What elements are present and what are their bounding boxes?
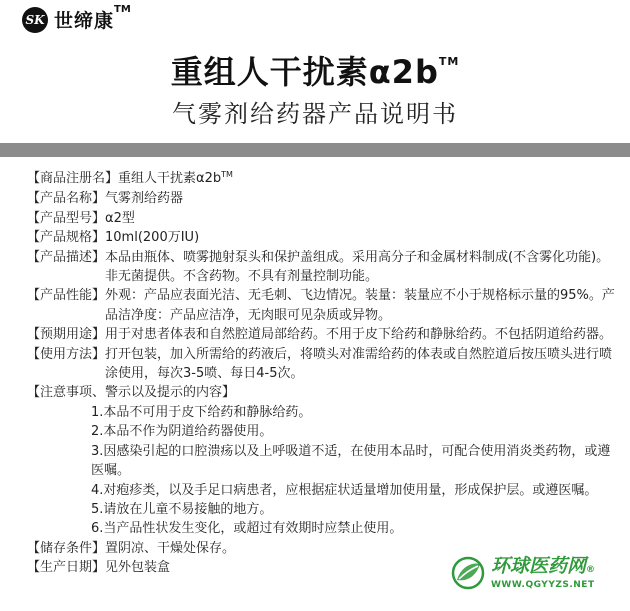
notice-list	[27, 403, 617, 539]
production-date-label: 【生产日期】	[27, 560, 106, 576]
usage-label: 【使用方法】	[27, 346, 106, 362]
registered-name-label: 【商品注册名】	[27, 171, 119, 186]
notice-item: 4.对疱疹类，以及手足口病患者，应根据症状适量增加使用量，形成保护层。或遵医嘱。	[91, 482, 598, 498]
watermark-url: WWW.QGYYZS.NET	[491, 579, 595, 590]
intended-use-row	[27, 325, 617, 344]
notice-item: 6.当产品性状发生变化，或超过有效期时应禁止使用。	[91, 521, 403, 537]
leaf-globe-icon	[449, 554, 487, 592]
page-title	[0, 47, 630, 93]
watermark-name: 环球医药网	[491, 554, 587, 577]
model-label: 【产品型号】	[27, 210, 106, 226]
intended-use-label: 【预期用途】	[27, 327, 106, 343]
storage-label: 【储存条件】	[27, 540, 106, 556]
registered-name-value	[118, 169, 617, 189]
registered-name-row	[27, 169, 617, 189]
notice-item: 2.本品不作为阴道给药器使用。	[91, 424, 273, 440]
model-value: α2型	[105, 210, 135, 226]
title-trademark: TM	[438, 55, 460, 69]
watermark-text	[491, 556, 595, 591]
model-row	[27, 209, 617, 228]
intended-use-value: 用于对患者体表和自然腔道局部给药。不用于皮下给药和静脉给药。不包括阴道给药器。	[105, 327, 613, 343]
brand-name: 世缔康	[54, 10, 115, 32]
performance-row	[27, 286, 617, 325]
brand-logo-icon: SK	[22, 7, 48, 33]
spec-row	[27, 228, 617, 247]
notice-item: 1.本品不可用于皮下给药和静脉给药。	[91, 404, 312, 420]
description-label: 【产品描述】	[27, 249, 106, 265]
production-date-value: 见外包装盒	[105, 560, 171, 576]
notice-item: 5.请放在儿童不易接触的地方。	[91, 501, 273, 517]
usage-row	[27, 345, 617, 384]
product-name-label: 【产品名称】	[27, 191, 106, 207]
spec-label: 【产品规格】	[27, 230, 106, 246]
description-row	[27, 248, 617, 287]
site-watermark	[449, 554, 595, 592]
description-value: 本品由瓶体、喷雾抛射泵头和保护盖组成。采用高分子和金属材料制成(不含雾化功能)。非无菌提供。不含药物。不具有剂量控制功能。	[105, 249, 610, 285]
watermark-name-line	[491, 556, 595, 580]
notice-heading: 【注意事项、警示以及提示的内容】	[27, 385, 236, 401]
header-divider-band	[0, 143, 630, 157]
product-name-row	[27, 189, 617, 208]
brand-logo	[22, 6, 131, 33]
registered-name-text: 重组人干扰素α2b	[118, 171, 222, 186]
performance-value: 外观：产品应表面光洁、无毛刺、飞边情况。装量：装量应不小于规格标示量的95%。产品洁净度：产品应洁净，无肉眼可见杂质或异物。	[105, 288, 615, 323]
notice-item: 3.因感染引起的口腔溃疡以及上呼吸道不适，在使用本品时，可配合使用消炎类药物，或遵医嘱。	[91, 443, 611, 479]
spec-value: 10ml(200万IU)	[105, 230, 200, 246]
watermark-registered: ®	[586, 564, 596, 575]
brand-trademark: TM	[114, 4, 131, 15]
product-name-value: 气雾剂给药器	[105, 191, 184, 207]
page-subtitle: 气雾剂给药器产品说明书	[172, 100, 458, 128]
registered-name-trademark: TM	[221, 170, 233, 179]
performance-label: 【产品性能】	[27, 288, 106, 304]
storage-value: 置阴凉、干燥处保存。	[105, 540, 236, 556]
title-text: 重组人干扰素α2b	[170, 53, 439, 91]
instructions-body	[27, 169, 617, 578]
usage-value: 打开包装，加入所需给的药液后，将喷头对准需给药的体表或自然腔道后按压喷头进行喷涂使用，每次3-5喷、每日4-5次。	[105, 346, 613, 382]
